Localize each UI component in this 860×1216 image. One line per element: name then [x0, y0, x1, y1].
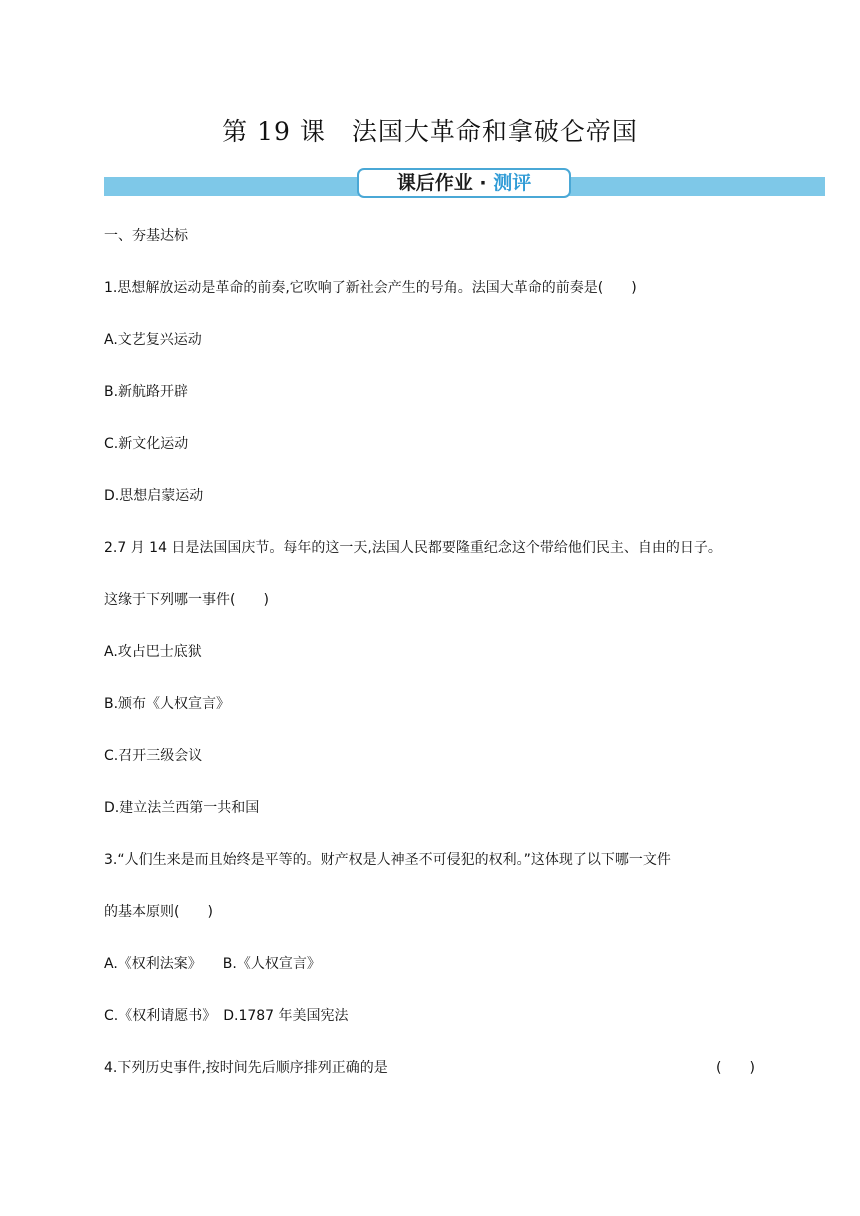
answer-blank-4: ( ) — [716, 1060, 755, 1076]
question-3-cont: 的基本原则( ) — [104, 904, 213, 920]
option-2b: B.颁布《人权宣言》 — [104, 696, 231, 712]
question-2-cont: 这缘于下列哪一事件( ) — [104, 592, 269, 608]
question-3: 3.“人们生来是而且始终是平等的。财产权是人神圣不可侵犯的权利。”这体现了以下哪一文件 — [104, 852, 671, 868]
banner-left-text: 课后作业 — [396, 172, 473, 194]
banner-dot: · — [479, 172, 487, 194]
option-2d: D.建立法兰西第一共和国 — [104, 800, 260, 816]
page-title: 第 19 课 法国大革命和拿破仑帝国 — [222, 117, 638, 146]
section-banner — [357, 168, 571, 198]
options-3ab: A.《权利法案》 B.《人权宣言》 — [104, 956, 321, 972]
option-1c: C.新文化运动 — [104, 436, 189, 452]
option-2c: C.召开三级会议 — [104, 748, 203, 764]
option-1a: A.文艺复兴运动 — [104, 332, 202, 348]
section-heading: 一、夯基达标 — [104, 228, 188, 244]
option-2a: A.攻占巴士底狱 — [104, 644, 202, 660]
question-2: 2.7 月 14 日是法国国庆节。每年的这一天,法国人民都要隆重纪念这个带给他们民主、自由的日子。 — [104, 540, 722, 556]
question-1: 1.思想解放运动是革命的前奏,它吹响了新社会产生的号角。法国大革命的前奏是( ) — [104, 280, 637, 296]
options-3cd: C.《权利请愿书》 D.1787 年美国宪法 — [104, 1008, 349, 1024]
option-1d: D.思想启蒙运动 — [104, 488, 204, 504]
banner-right-text: 测评 — [493, 172, 532, 194]
question-4: 4.下列历史事件,按时间先后顺序排列正确的是 — [104, 1060, 388, 1076]
option-1b: B.新航路开辟 — [104, 384, 189, 400]
